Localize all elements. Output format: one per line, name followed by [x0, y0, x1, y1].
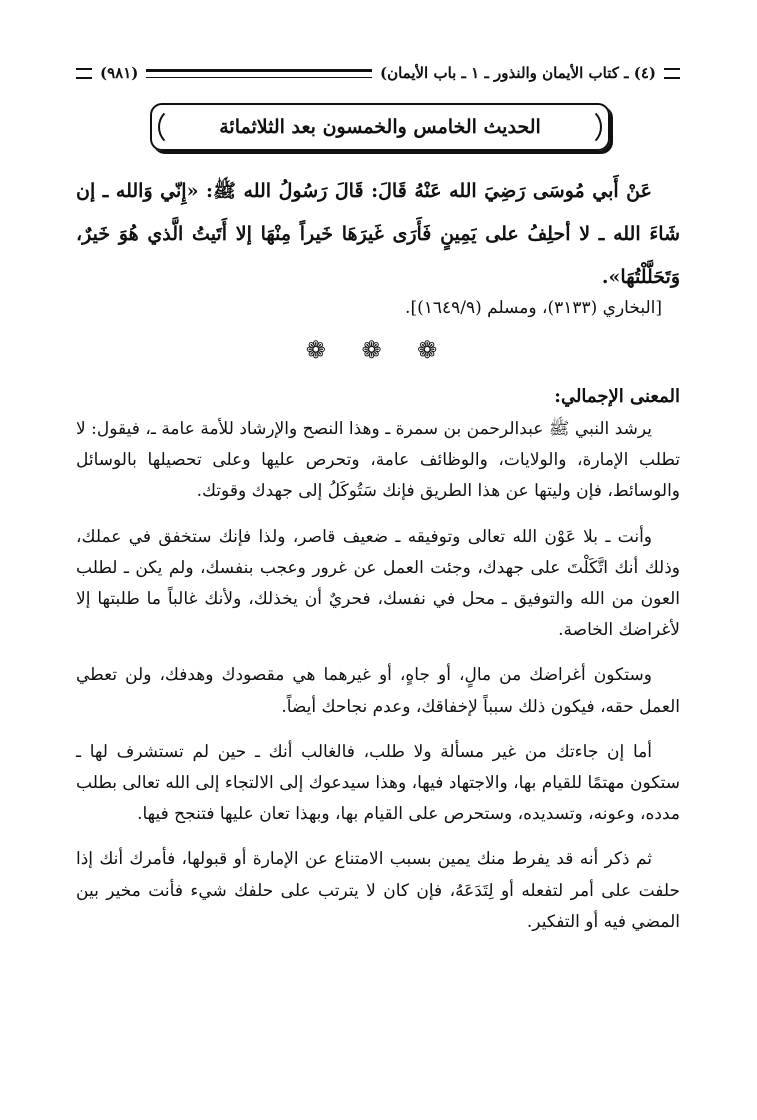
- header-rule-left: [76, 68, 92, 79]
- title-ornament-right: [564, 107, 602, 147]
- page-number: (٩٨١): [100, 64, 139, 82]
- hadith-text: عَنْ أَبي مُوسَى رَضِيَ الله عَنْهُ قَالَ: قَالَ رَسُولُ الله ﷺ: «إِنّي وَالله ـ إن شَاءَ الله ـ لا أحلِفُ على يَمِينٍ فَأَرَى غَيرَهَا خَيراً مِنْهَا إلا أَتَيتُ الَّذي هُوَ خَيرٌ، وَتَحَلَّلْتُهَا».: [76, 180, 680, 288]
- title-ornament-left: [158, 107, 196, 147]
- paragraph: يرشد النبي ﷺ عبدالرحمن بن سمرة ـ وهذا النصح والإرشاد للأمة عامة ـ، فيقول: لا تطلب الإمارة، والولايات، والوظائف عامة، وتحرص عليها وعلى تحصيلها بالوسائل والوسائط، فإن وليتها عن هذا الطريق فإنك سَتُوكَلُ إلى جهدك وقوتك.: [76, 419, 680, 502]
- paragraph: وأنت ـ بلا عَوْن الله تعالى وتوفيقه ـ ضعيف قاصر، ولذا فإنك ستخفق في عملك، وذلك أنك اتَّكَلْتَ على جهدك، وجئت العمل عن غرور وعجب بنفسك، ولم يكن ـ لطلب العون من الله والتوفيق ـ محل في نفسك، فحريٌ أن يخذلك، ولأنك غالباً ما طلبتها إلا لأغراضك الخاصة.: [76, 526, 680, 641]
- separator-ornament: ❁ ❁ ❁: [305, 336, 452, 364]
- header-rule-right: [664, 68, 680, 79]
- running-title: (٤) ـ كتاب الأيمان والنذور ـ ١ ـ باب الأيمان): [379, 64, 656, 82]
- running-header: [76, 58, 680, 88]
- paragraph: وستكون أغراضك من مالٍ، أو جاهٍ، أو غيرهما هي مقصودك وهدفك، ولن تعطي العمل حقه، فيكون ذلك سبباً لإخفاقك، وعدم نجاحك أيضاً.: [76, 665, 680, 717]
- commentary-body: [76, 414, 680, 952]
- hadith-block: [76, 170, 680, 299]
- hadith-title: الحديث الخامس والخمسون بعد الثلاثمائة: [219, 116, 541, 138]
- paragraph: ثم ذكر أنه قد يفرط منك يمين بسبب الامتناع عن الإمارة أو قبولها، فأمرك أنك إذا حلفت على أمر لتفعله أو لِتَدَعَهُ، فإن كان لا يترتب على حلفك شيء فأنت مخير بين المضي فيه أو التفكير.: [76, 849, 680, 932]
- section-heading: المعنى الإجمالي:: [554, 386, 680, 407]
- hadith-source: [البخاري (٣١٣٣)، ومسلم (١٦٤٩/٩)].: [405, 298, 662, 318]
- hadith-title-box: [150, 103, 610, 151]
- paragraph: أما إن جاءتك من غير مسألة ولا طلب، فالغالب أنك ـ حين لم تستشرف لها ـ ستكون مهتمًا للقيام بها، والاجتهاد فيها، وهذا سيدعوك إلى الالتجاء إلى الله تعالى بطلب مدده، وعونه، وتسديده، وستحرص على القيام بها، وبهذا تعان عليها فتنجح فيها.: [76, 741, 680, 825]
- header-rule-long: [146, 69, 372, 78]
